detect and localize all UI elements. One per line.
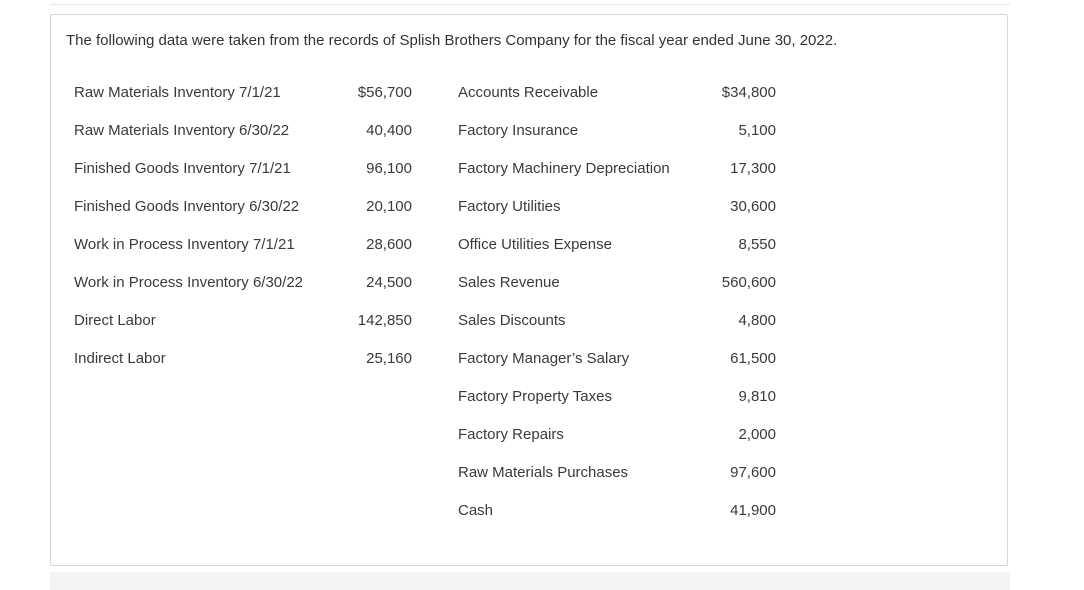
right-item-label: Sales Revenue bbox=[458, 274, 560, 291]
left-item-label: Direct Labor bbox=[74, 312, 156, 329]
right-item-value: 560,600 bbox=[721, 274, 776, 291]
right-item-value: 2,000 bbox=[738, 426, 776, 443]
right-item-label: Sales Discounts bbox=[458, 312, 566, 329]
right-item-value: 9,810 bbox=[738, 388, 776, 405]
left-item-value: 142,850 bbox=[357, 312, 412, 329]
left-item-value: 40,400 bbox=[366, 122, 412, 139]
right-item-value: 30,600 bbox=[730, 198, 776, 215]
right-item-value: 61,500 bbox=[730, 350, 776, 367]
left-item-label: Work in Process Inventory 7/1/21 bbox=[74, 236, 295, 253]
right-item-label: Factory Machinery Depreciation bbox=[458, 160, 670, 177]
right-item-label: Raw Materials Purchases bbox=[458, 464, 629, 481]
right-item-label: Cash bbox=[458, 502, 494, 519]
right-item-label: Office Utilities Expense bbox=[458, 236, 612, 253]
left-item-value: 24,500 bbox=[366, 274, 412, 291]
right-item-value: 41,900 bbox=[730, 502, 776, 519]
left-item-value: 25,160 bbox=[366, 350, 412, 367]
right-item-label: Factory Property Taxes bbox=[458, 388, 612, 405]
left-values-column bbox=[331, 83, 412, 387]
left-item-label: Raw Materials Inventory 6/30/22 bbox=[74, 122, 290, 139]
left-item-value: $56,700 bbox=[357, 84, 412, 101]
right-item-value: 97,600 bbox=[730, 464, 776, 481]
left-item-value: 28,600 bbox=[366, 236, 412, 253]
left-item-label: Work in Process Inventory 6/30/22 bbox=[74, 274, 303, 291]
intro-text: The following data were taken from the records of Splish Brothers Company for the fiscal year ended June 30, 2022. bbox=[66, 32, 838, 49]
right-item-value: 17,300 bbox=[730, 160, 776, 177]
right-item-value: 8,550 bbox=[738, 236, 776, 253]
left-item-value: 20,100 bbox=[366, 198, 412, 215]
right-item-value: 5,100 bbox=[738, 122, 776, 139]
left-item-value: 96,100 bbox=[366, 160, 412, 177]
right-item-label: Factory Manager’s Salary bbox=[458, 350, 630, 367]
left-item-label: Finished Goods Inventory 6/30/22 bbox=[74, 198, 300, 215]
right-item-value: $34,800 bbox=[721, 84, 776, 101]
right-labels-column bbox=[458, 83, 708, 539]
left-item-label: Raw Materials Inventory 7/1/21 bbox=[74, 84, 281, 101]
data-panel bbox=[50, 14, 1008, 566]
right-values-column bbox=[691, 83, 776, 539]
next-section-edge bbox=[50, 572, 1010, 590]
top-divider bbox=[50, 4, 1010, 5]
right-item-label: Accounts Receivable bbox=[458, 84, 599, 101]
right-item-label: Factory Utilities bbox=[458, 198, 561, 215]
right-item-label: Factory Repairs bbox=[458, 426, 564, 443]
left-item-label: Indirect Labor bbox=[74, 350, 166, 367]
right-item-value: 4,800 bbox=[738, 312, 776, 329]
left-labels-column bbox=[74, 83, 354, 387]
left-item-label: Finished Goods Inventory 7/1/21 bbox=[74, 160, 291, 177]
right-item-label: Factory Insurance bbox=[458, 122, 579, 139]
